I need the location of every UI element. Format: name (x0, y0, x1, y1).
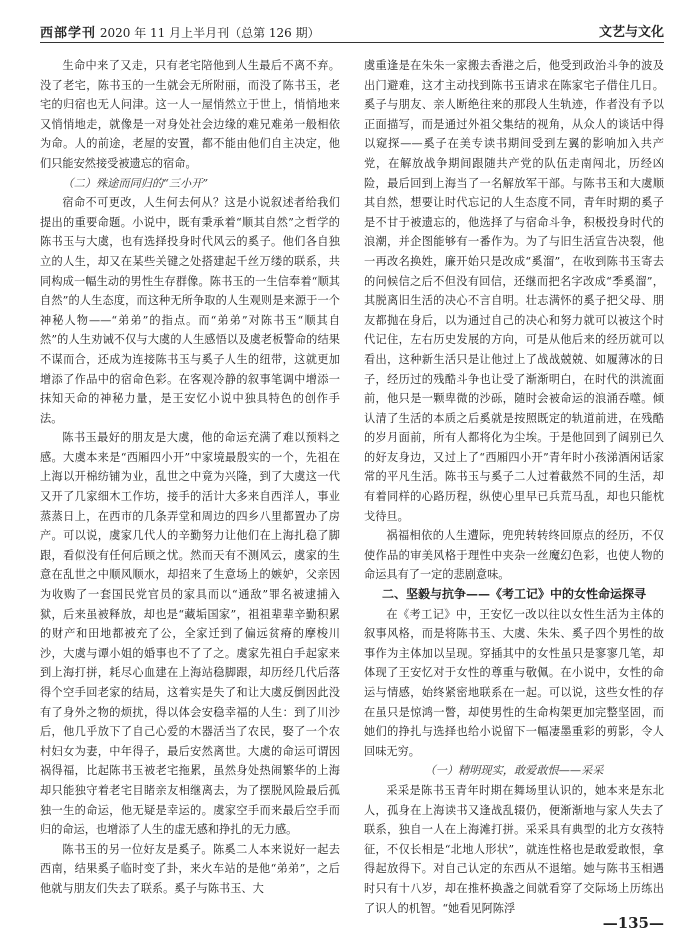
section-name: 文艺与文化 (598, 25, 664, 40)
paragraph: 生命中来了又走，只有老宅陪他到人生最后不离不弃。没了老宅，陈书玉的一生就会无所附丽，而没了陈书玉，老宅的归宿也无人问津。这一人一屋悄然立于世上，悄悄地来又悄悄地走，就像是一对身处社会边缘的难兄难弟一般相依为命。人的前途，老屋的安置，都不能由他们自主决定，他们只能安然接受被遗忘的宿命。 (40, 59, 340, 170)
journal-info (40, 22, 320, 41)
paragraph: 在《考工记》中，王安忆一改以往以女性生活为主体的叙事风格，而是将陈书玉、大虞、朱朱、奚子四个男性的故事作为主体加以呈现。穿插其中的女性虽只是寥寥几笔，却体现了王安忆对于女性的尊重与敬佩。在小说中，女性的命运与情感，始终紧密地联系在一起。可以说，这些女性的存在虽只是惊鸿一瞥，却使男性的生命构架更加完整坚固，而她们的挣扎与选择也给小说留下一幅凄墨重彩的剪影，令人回味无穷。 (364, 607, 664, 758)
paragraph: 陈书玉的另一位好友是奚子。陈奚二人本来说好一起去西南，结果奚子临时变了卦，来火车站的是他“弟弟”，之后他就与朋友们失去了联系。奚子与陈书玉、大 (40, 842, 340, 895)
paragraph: 陈书玉最好的朋友是大虞，他的命运充满了难以预料之感。大虞本来是“西厢四小开”中家境最殷实的一个，先祖在上海以开棉纺铺为业，乱世之中竟为兴隆，到了大虞这一代又开了几家细木工作坊，接手的活计大多来自西洋人，事业蒸蒸日上，在西市的几条弄堂和周边的四乡八里都置办了房产。可以说，虞家几代人的辛勤努力让他们在上海扎稳了脚跟，看似没有任何后顾之忧。然而天有不测风云，虞家的生意在乱世之中顺风顺水，却招来了生意场上的嫉妒，父亲因为收购了一套国民党官员的家具而以“通敌”罪名被逮捕入狱，后来虽被释放，却也是“藏垢国家”，祖祖辈辈辛勤积累的财产和田地都被充了公，全家迁到了偏远贫瘠的摩梭川沙，大虞与谭小姐的婚事也不了了之。虞家先祖白手起家来到上海打拼，耗尽心血建在上海站稳脚跟，却历经几代后落得个空手回老家的结局，这着实是失了和让大虞反倒因此没有了身外之物的烦扰，得以体会安稳幸福的人生：到了川沙后，他几乎放下了自己心爱的木器活当了农民，娶了一个农村妇女为妻，中年得子，最后安然离世。大虞的命运可谓因祸得福，比起陈书玉被老宅拖累，虽然身处热闹繁华的上海却只能独守着老宅目睹亲友相继离去，为了摆脱风险最后孤独一生的命运，他无疑是幸运的。虞家空手而来最后空手而归的命运，也增添了人生的虚无感和挣扎的无力感。 (40, 431, 340, 837)
subsection-heading: （一）精明现实，敢爱敢恨——采采 (424, 764, 604, 778)
right-column (364, 56, 664, 918)
page-number: —135— (602, 914, 664, 932)
paragraph: 采采是陈书玉青年时期在舞场里认识的，她本来是东北人，孤身在上海读书又逢战乱辍仍，便渐渐地与家人失去了联系，独自一人在上海滩打拼。采采具有典型的北方女孩特征，不仅长相是“北地人形状”，就连性格也是敢爱敢恨，拿得起放得下。对自己认定的东西从不退缩。她与陈书玉相遇时只有十八岁，却在推杯换盏之间就看穿了交际场上历练出了识人的机智。“她看见阿陈浮 (364, 783, 664, 915)
paragraph: 宿命不可更改，人生何去何从？这是小说叙述者给我们提出的重要命题。小说中，既有秉承着“顺其自然”之哲学的陈书玉与大虞，也有选择投身时代风云的奚子。他们各自独立的人生，却又在某些关键之处搭建起千丝万缕的联系，共同构成一幅生动的男性生存群像。陈书玉的一生信奉着“顺其自然”的人生态度，而这种无所争取的人生观则是来源于一个神秘人物——“弟弟”的指点。而“弟弟”对陈书玉“顺其自然”的人生劝诫不仅与大虞的人生感悟以及虞老板警命的结果不谋而合，还成为连接陈书玉与奚子人生的纽带，这就更加增添了作品中的宿命色彩。在客观冷静的叙事笔调中增添一抹知天命的神秘力量，是王安忆小说中独具特色的创作手法。 (40, 196, 340, 425)
paragraph: 祸福相依的人生遭际，兜兜转转终回原点的经历，不仅使作品的审美风格于理性中夹杂一丝魔幻色彩，也使人物的命运具有了一定的悲剧意味。 (364, 529, 664, 582)
paragraph: 虞重逢是在朱朱一家搬去香港之后，他受到政治斗争的波及出门避难，这才主动找到陈书玉请求在陈家宅子借住几日。奚子与朋友、亲人断绝往来的那段人生轨迹，作者没有予以正面描写，而是通过外祖父集结的视角，从众人的谈话中得以窥探——奚子在美专读书期间受到左翼的影响加入共产党，在解放战争期间跟随共产党的队伍走南闯北，历经凶险，最后回到上海当了一名解放军干部。与陈书玉和大虞顺其自然，想要让时代忘记的人生态度不同，青年时期的奚子是不甘于被遗忘的，他选择了与宿命斗争，积极投身时代的浪潮，并企图能够有一番作为。为了与旧生活宣告决裂，他一再改名换姓，廉开始只是改成“奚溜”，在收到陈书玉寄去的问候信之后不但没有回信，还继而把名字改成“季奚溜”，其脱离旧生活的决心不言自明。壮志满怀的奚子把父母、朋友都抛在身后，以为通过自己的决心和努力就可以被这个时代记住，左右历史发展的方向，可是从他后来的经历就可以看出，这种新生活只是让他过上了战战兢兢、如履薄冰的日子，经历过的残酷斗争也让受了渐渐明白，在时代的洪流面前，他只是一颗卑微的沙砾，随时会被命运的浪涌吞噬。倾认清了生活的本质之后奚就是按照既定的轨道前进，在残酷的岁月面前，所有人都将化为尘埃。于是他回到了阔别已久的好友身边，又过上了“西厢四小开”青年时小孩涕酒闲话家常的平凡生活。陈书玉与奚子二人过着截然不同的生活，却有着同样的心路历程，纵使心里早已兵荒马乱，却也只能枕戈待旦。 (364, 59, 664, 523)
journal-name: 西部学刊 (40, 26, 97, 41)
running-header (40, 20, 664, 43)
section-heading: 二、坚毅与抗争——《考工记》中的女性命运探寻 (381, 587, 646, 602)
left-column (40, 56, 340, 899)
issue-info: 2020 年 11 月上半月刊（总第 126 期） (99, 26, 320, 40)
subsection-heading: （二）殊途而同归的“三小开” (62, 176, 209, 190)
